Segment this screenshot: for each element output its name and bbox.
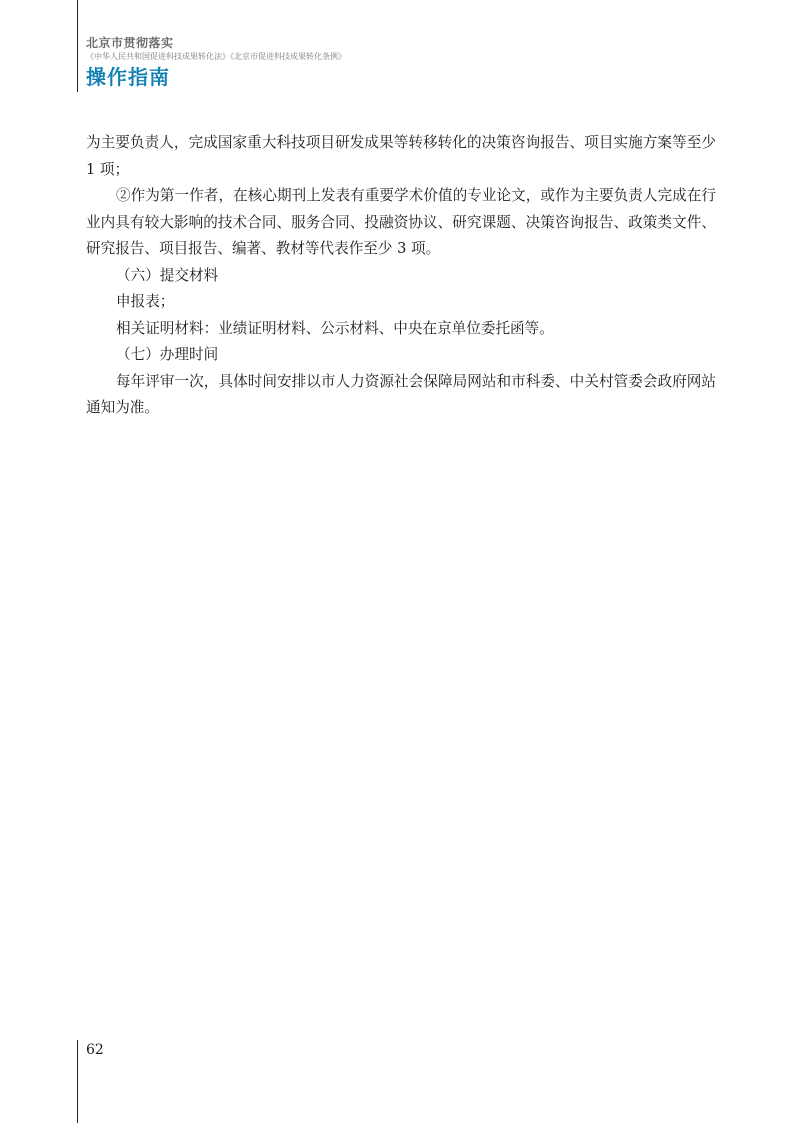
section-heading-processing-time: （七）办理时间 (116, 346, 219, 363)
body-text (86, 130, 716, 422)
section-heading-materials: （六）提交材料 (116, 266, 219, 284)
header-subtitle: 《中华人民共和国促进科技成果转化法》《北京市促进科技成果转化条例》 (86, 52, 346, 61)
header-divider-line (77, 0, 78, 92)
paragraph-continued: 为主要负责人，完成国家重大科技项目研发成果等转移转化的决策咨询报告、项目实施方案等至少 1 项； (86, 134, 716, 178)
header-guide-label: 操作指南 (86, 65, 170, 89)
paragraph-application-form: 申报表； (116, 293, 175, 310)
footer-divider-line (77, 1040, 78, 1123)
paragraph-item-2: ②作为第一作者，在核心期刊上发表有重要学术价值的专业论文，或作为主要负责人完成在行业内具有较大影响的技术合同、服务合同、投融资协议、研究课题、决策咨询报告、政策类文件、研究报告、项目报告、编著、教材等代表作至少 3 项。 (86, 187, 716, 257)
header-title: 北京市贯彻落实 (86, 36, 174, 50)
paragraph-review-schedule: 每年评审一次，具体时间安排以市人力资源社会保障局网站和市科委、中关村管委会政府网站通知为准。 (86, 372, 716, 416)
page-number: 62 (86, 1042, 104, 1058)
running-header (86, 36, 346, 89)
paragraph-supporting-materials: 相关证明材料：业绩证明材料、公示材料、中央在京单位委托函等。 (116, 319, 554, 337)
